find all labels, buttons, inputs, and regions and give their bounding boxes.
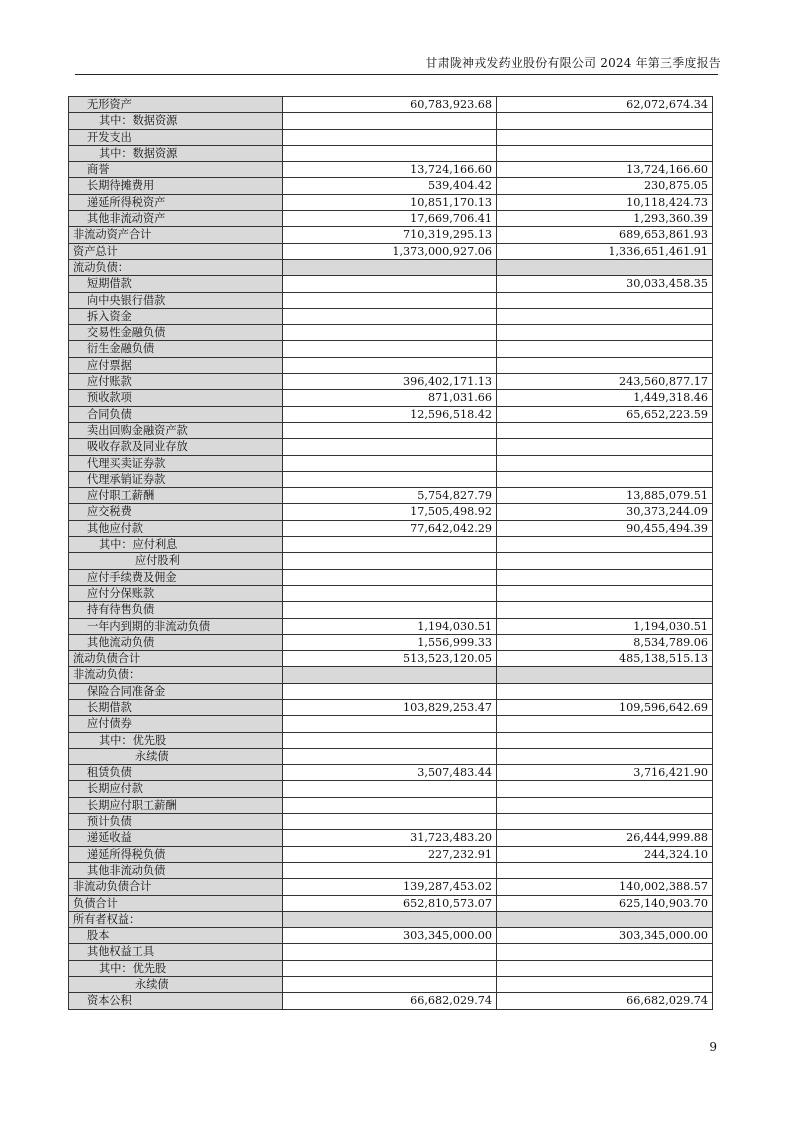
row-label: 长期待摊费用: [69, 178, 283, 194]
table-row: [69, 357, 713, 373]
header-divider: [75, 74, 718, 75]
current-period-value: [283, 911, 497, 927]
current-period-value: [283, 602, 497, 618]
table-row: [69, 178, 713, 194]
prior-period-value: [497, 814, 713, 830]
table-row: [69, 455, 713, 471]
row-label: 应付职工薪酬: [69, 488, 283, 504]
prior-period-value: [497, 569, 713, 585]
page-number: 9: [709, 1040, 717, 1054]
table-row: [69, 537, 713, 553]
current-period-value: [283, 960, 497, 976]
row-label: 递延所得税资产: [69, 194, 283, 210]
row-label: 应付分保账款: [69, 585, 283, 601]
prior-period-value: [497, 341, 713, 357]
row-label: 预计负债: [69, 814, 283, 830]
prior-period-value: [497, 292, 713, 308]
table-row: [69, 879, 713, 895]
prior-period-value: [497, 308, 713, 324]
prior-period-value: 62,072,674.34: [497, 97, 713, 113]
table-row: [69, 308, 713, 324]
prior-period-value: 13,724,166.60: [497, 162, 713, 178]
table-row: [69, 194, 713, 210]
current-period-value: [283, 553, 497, 569]
row-label: 短期借款: [69, 276, 283, 292]
current-period-value: [283, 471, 497, 487]
prior-period-value: 140,002,388.57: [497, 879, 713, 895]
row-label: 应付账款: [69, 374, 283, 390]
row-label: 交易性金融负债: [69, 325, 283, 341]
table-row: [69, 211, 713, 227]
row-label: 负债合计: [69, 895, 283, 911]
row-label: 租赁负债: [69, 765, 283, 781]
current-period-value: 17,669,706.41: [283, 211, 497, 227]
row-label: 代理承销证券款: [69, 471, 283, 487]
current-period-value: 652,810,573.07: [283, 895, 497, 911]
current-period-value: 77,642,042.29: [283, 520, 497, 536]
current-period-value: [283, 129, 497, 145]
table-row: [69, 944, 713, 960]
prior-period-value: 90,455,494.39: [497, 520, 713, 536]
prior-period-value: 26,444,999.88: [497, 830, 713, 846]
prior-period-value: [497, 259, 713, 275]
row-label: 向中央银行借款: [69, 292, 283, 308]
row-label: 衍生金融负债: [69, 341, 283, 357]
prior-period-value: 243,560,877.17: [497, 374, 713, 390]
table-row: [69, 585, 713, 601]
row-label: 资本公积: [69, 993, 283, 1009]
row-label: 递延所得税负债: [69, 846, 283, 862]
current-period-value: [283, 814, 497, 830]
table-row: [69, 797, 713, 813]
row-label: 非流动负债：: [69, 667, 283, 683]
prior-period-value: 30,033,458.35: [497, 276, 713, 292]
table-row: [69, 553, 713, 569]
report-header-title: 甘肃陇神戎发药业股份有限公司 2024 年第三季度报告: [425, 56, 721, 70]
row-label: 应交税费: [69, 504, 283, 520]
table-row: [69, 162, 713, 178]
prior-period-value: [497, 862, 713, 878]
table-row: [69, 276, 713, 292]
prior-period-value: [497, 585, 713, 601]
table-row: [69, 977, 713, 993]
prior-period-value: [497, 145, 713, 161]
table-row: [69, 406, 713, 422]
row-label: 非流动资产合计: [69, 227, 283, 243]
prior-period-value: 1,336,651,461.91: [497, 243, 713, 259]
table-row: [69, 618, 713, 634]
table-row: [69, 846, 713, 862]
current-period-value: [283, 944, 497, 960]
row-label: 流动负债：: [69, 259, 283, 275]
current-period-value: [283, 341, 497, 357]
row-label: 无形资产: [69, 97, 283, 113]
row-label: 商誉: [69, 162, 283, 178]
row-label: 其他权益工具: [69, 944, 283, 960]
prior-period-value: 689,653,861.93: [497, 227, 713, 243]
row-label: 其他应付款: [69, 520, 283, 536]
table-row: [69, 993, 713, 1009]
prior-period-value: 303,345,000.00: [497, 928, 713, 944]
row-label: 应付债券: [69, 716, 283, 732]
table-row: [69, 814, 713, 830]
table-row: [69, 292, 713, 308]
current-period-value: [283, 977, 497, 993]
prior-period-value: 625,140,903.70: [497, 895, 713, 911]
row-label: 预收款项: [69, 390, 283, 406]
table-row: [69, 667, 713, 683]
prior-period-value: 1,194,030.51: [497, 618, 713, 634]
table-row: [69, 243, 713, 259]
prior-period-value: [497, 960, 713, 976]
current-period-value: 31,723,483.20: [283, 830, 497, 846]
current-period-value: [283, 276, 497, 292]
current-period-value: 5,754,827.79: [283, 488, 497, 504]
prior-period-value: [497, 944, 713, 960]
current-period-value: [283, 455, 497, 471]
row-label: 吸收存款及同业存放: [69, 439, 283, 455]
table-row: [69, 325, 713, 341]
current-period-value: 103,829,253.47: [283, 699, 497, 715]
current-period-value: [283, 797, 497, 813]
prior-period-value: 30,373,244.09: [497, 504, 713, 520]
row-label: 其他流动负债: [69, 634, 283, 650]
prior-period-value: [497, 683, 713, 699]
row-label: 应付手续费及佣金: [69, 569, 283, 585]
prior-period-value: 1,449,318.46: [497, 390, 713, 406]
current-period-value: [283, 862, 497, 878]
row-label: 其中：数据资源: [69, 145, 283, 161]
row-label: 永续债: [69, 977, 283, 993]
prior-period-value: 1,293,360.39: [497, 211, 713, 227]
table-row: [69, 651, 713, 667]
table-row: [69, 113, 713, 129]
prior-period-value: [497, 537, 713, 553]
prior-period-value: [497, 781, 713, 797]
row-label: 持有待售负债: [69, 602, 283, 618]
row-label: 其他非流动资产: [69, 211, 283, 227]
row-label: 应付股利: [69, 553, 283, 569]
current-period-value: [283, 781, 497, 797]
prior-period-value: [497, 748, 713, 764]
row-label: 所有者权益：: [69, 911, 283, 927]
table-row: [69, 227, 713, 243]
prior-period-value: [497, 977, 713, 993]
table-row: [69, 341, 713, 357]
current-period-value: 66,682,029.74: [283, 993, 497, 1009]
table-row: [69, 471, 713, 487]
row-label: 长期应付款: [69, 781, 283, 797]
table-row: [69, 862, 713, 878]
table-row: [69, 716, 713, 732]
current-period-value: 303,345,000.00: [283, 928, 497, 944]
current-period-value: 60,783,923.68: [283, 97, 497, 113]
prior-period-value: 65,652,223.59: [497, 406, 713, 422]
current-period-value: [283, 716, 497, 732]
table-row: [69, 928, 713, 944]
current-period-value: [283, 308, 497, 324]
current-period-value: [283, 145, 497, 161]
prior-period-value: 230,875.05: [497, 178, 713, 194]
table-row: [69, 602, 713, 618]
current-period-value: 12,596,518.42: [283, 406, 497, 422]
prior-period-value: [497, 797, 713, 813]
table-row: [69, 911, 713, 927]
current-period-value: [283, 585, 497, 601]
balance-sheet-body: [69, 97, 713, 1010]
row-label: 代理买卖证券款: [69, 455, 283, 471]
row-label: 流动负债合计: [69, 651, 283, 667]
current-period-value: 10,851,170.13: [283, 194, 497, 210]
prior-period-value: [497, 422, 713, 438]
table-row: [69, 748, 713, 764]
current-period-value: 710,319,295.13: [283, 227, 497, 243]
current-period-value: [283, 325, 497, 341]
current-period-value: [283, 732, 497, 748]
current-period-value: [283, 537, 497, 553]
row-label: 长期应付职工薪酬: [69, 797, 283, 813]
balance-sheet-table: [68, 96, 713, 1010]
current-period-value: [283, 667, 497, 683]
current-period-value: [283, 569, 497, 585]
table-row: [69, 259, 713, 275]
row-label: 一年内到期的非流动负债: [69, 618, 283, 634]
current-period-value: 17,505,498.92: [283, 504, 497, 520]
row-label: 其中：应付利息: [69, 537, 283, 553]
row-label: 资产总计: [69, 243, 283, 259]
table-row: [69, 97, 713, 113]
table-row: [69, 765, 713, 781]
row-label: 合同负债: [69, 406, 283, 422]
current-period-value: 396,402,171.13: [283, 374, 497, 390]
row-label: 非流动负债合计: [69, 879, 283, 895]
row-label: 递延收益: [69, 830, 283, 846]
row-label: 拆入资金: [69, 308, 283, 324]
prior-period-value: [497, 439, 713, 455]
current-period-value: [283, 439, 497, 455]
prior-period-value: 66,682,029.74: [497, 993, 713, 1009]
current-period-value: [283, 748, 497, 764]
prior-period-value: [497, 553, 713, 569]
prior-period-value: [497, 602, 713, 618]
table-row: [69, 683, 713, 699]
table-row: [69, 422, 713, 438]
table-row: [69, 439, 713, 455]
prior-period-value: 10,118,424.73: [497, 194, 713, 210]
table-row: [69, 488, 713, 504]
prior-period-value: [497, 113, 713, 129]
row-label: 卖出回购金融资产款: [69, 422, 283, 438]
prior-period-value: 485,138,515.13: [497, 651, 713, 667]
row-label: 其中：优先股: [69, 732, 283, 748]
table-row: [69, 145, 713, 161]
current-period-value: 227,232.91: [283, 846, 497, 862]
current-period-value: 1,556,999.33: [283, 634, 497, 650]
prior-period-value: 244,324.10: [497, 846, 713, 862]
row-label: 其中：优先股: [69, 960, 283, 976]
prior-period-value: 8,534,789.06: [497, 634, 713, 650]
table-row: [69, 129, 713, 145]
prior-period-value: [497, 732, 713, 748]
prior-period-value: 109,596,642.69: [497, 699, 713, 715]
row-label: 其中：数据资源: [69, 113, 283, 129]
table-row: [69, 895, 713, 911]
current-period-value: 1,194,030.51: [283, 618, 497, 634]
table-row: [69, 830, 713, 846]
table-row: [69, 390, 713, 406]
table-row: [69, 374, 713, 390]
row-label: 长期借款: [69, 699, 283, 715]
row-label: 应付票据: [69, 357, 283, 373]
prior-period-value: 3,716,421.90: [497, 765, 713, 781]
prior-period-value: [497, 455, 713, 471]
current-period-value: [283, 422, 497, 438]
current-period-value: [283, 357, 497, 373]
prior-period-value: [497, 667, 713, 683]
table-row: [69, 520, 713, 536]
table-row: [69, 634, 713, 650]
row-label: 保险合同准备金: [69, 683, 283, 699]
current-period-value: [283, 259, 497, 275]
current-period-value: 1,373,000,927.06: [283, 243, 497, 259]
prior-period-value: [497, 911, 713, 927]
current-period-value: [283, 113, 497, 129]
current-period-value: 3,507,483.44: [283, 765, 497, 781]
table-row: [69, 699, 713, 715]
prior-period-value: [497, 325, 713, 341]
table-row: [69, 960, 713, 976]
row-label: 其他非流动负债: [69, 862, 283, 878]
current-period-value: 13,724,166.60: [283, 162, 497, 178]
row-label: 开发支出: [69, 129, 283, 145]
current-period-value: [283, 683, 497, 699]
table-row: [69, 732, 713, 748]
prior-period-value: [497, 716, 713, 732]
current-period-value: 871,031.66: [283, 390, 497, 406]
row-label: 股本: [69, 928, 283, 944]
row-label: 永续债: [69, 748, 283, 764]
table-row: [69, 781, 713, 797]
prior-period-value: [497, 129, 713, 145]
table-row: [69, 504, 713, 520]
current-period-value: [283, 292, 497, 308]
current-period-value: 513,523,120.05: [283, 651, 497, 667]
table-row: [69, 569, 713, 585]
prior-period-value: 13,885,079.51: [497, 488, 713, 504]
current-period-value: 139,287,453.02: [283, 879, 497, 895]
current-period-value: 539,404.42: [283, 178, 497, 194]
prior-period-value: [497, 357, 713, 373]
prior-period-value: [497, 471, 713, 487]
